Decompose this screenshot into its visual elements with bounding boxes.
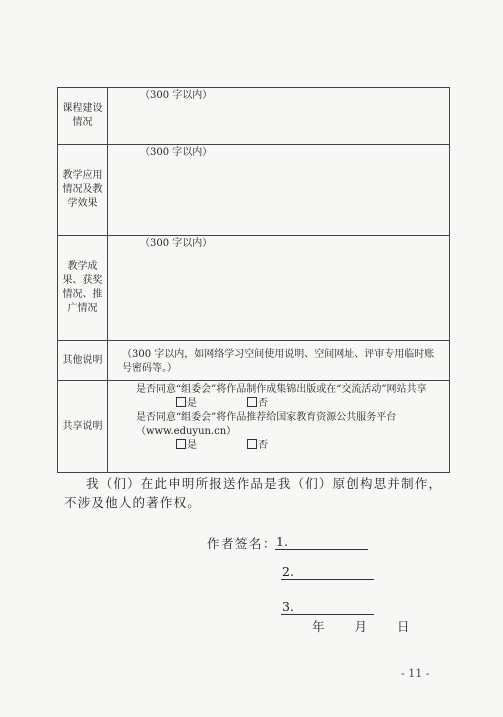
date-year-label: 年 [312,619,325,634]
table-row [58,341,450,381]
date-day-label: 日 [397,619,410,634]
checkbox-label: 否 [258,440,268,451]
checkbox-icon [247,397,257,407]
checkbox-icon [176,397,186,407]
share-options-2 [136,439,445,453]
date-month-label: 月 [354,619,368,634]
form-table [57,87,450,473]
table-row [58,236,450,341]
row-label-teaching-application: 教学应用情况及教学效果 [58,145,108,236]
signature-line-2[interactable]: 2. [281,564,374,580]
table-row [58,381,450,473]
checkbox-label: 是 [187,398,197,409]
share-1-no-checkbox[interactable] [247,397,268,411]
date-row [312,617,410,635]
row-label-achievements: 教学成果、获奖情况、推广情况 [58,236,108,341]
signature-label: 作者签名： [207,536,278,551]
checkbox-label: 是 [187,440,197,451]
share-2-yes-checkbox[interactable] [176,439,197,453]
checkbox-icon [247,439,257,449]
share-1-yes-checkbox[interactable] [176,397,197,411]
share-options-1 [136,397,445,411]
checkbox-label: 否 [258,398,268,409]
row-label-share: 共享说明 [58,381,108,473]
signature-line-3[interactable]: 3. [281,599,374,615]
share-question-1: 是否同意“组委会”将作品制作成集锦出版或在“交流活动”网站共享 [136,384,427,395]
table-row [58,88,450,145]
row-content-other-notes[interactable]: （300 字以内，如网络学习空间使用说明、空间网址、评审专用临时账号密码等。） [108,341,450,381]
row-content-achievements[interactable]: （300 字以内） [108,236,450,341]
row-content-course-construction[interactable]: （300 字以内） [108,88,450,145]
checkbox-icon [176,439,186,449]
declaration-text: 我（们）在此申明所报送作品是我（们）原创构思并制作，不涉及他人的著作权。 [64,476,443,510]
page-number: - 11 - [401,667,430,680]
table-row [58,145,450,236]
row-label-course-construction: 课程建设情况 [58,88,108,145]
row-content-teaching-application[interactable]: （300 字以内） [108,145,450,236]
share-2-no-checkbox[interactable] [247,439,268,453]
declaration-statement [64,474,454,512]
row-label-other-notes: 其他说明 [58,341,108,381]
signature-line-1[interactable]: 1. [275,534,368,550]
row-content-share [108,381,450,473]
share-question-2: 是否同意“组委会”将作品推荐给国家教育资源公共服务平台（www.eduyun.cn） [136,412,397,437]
